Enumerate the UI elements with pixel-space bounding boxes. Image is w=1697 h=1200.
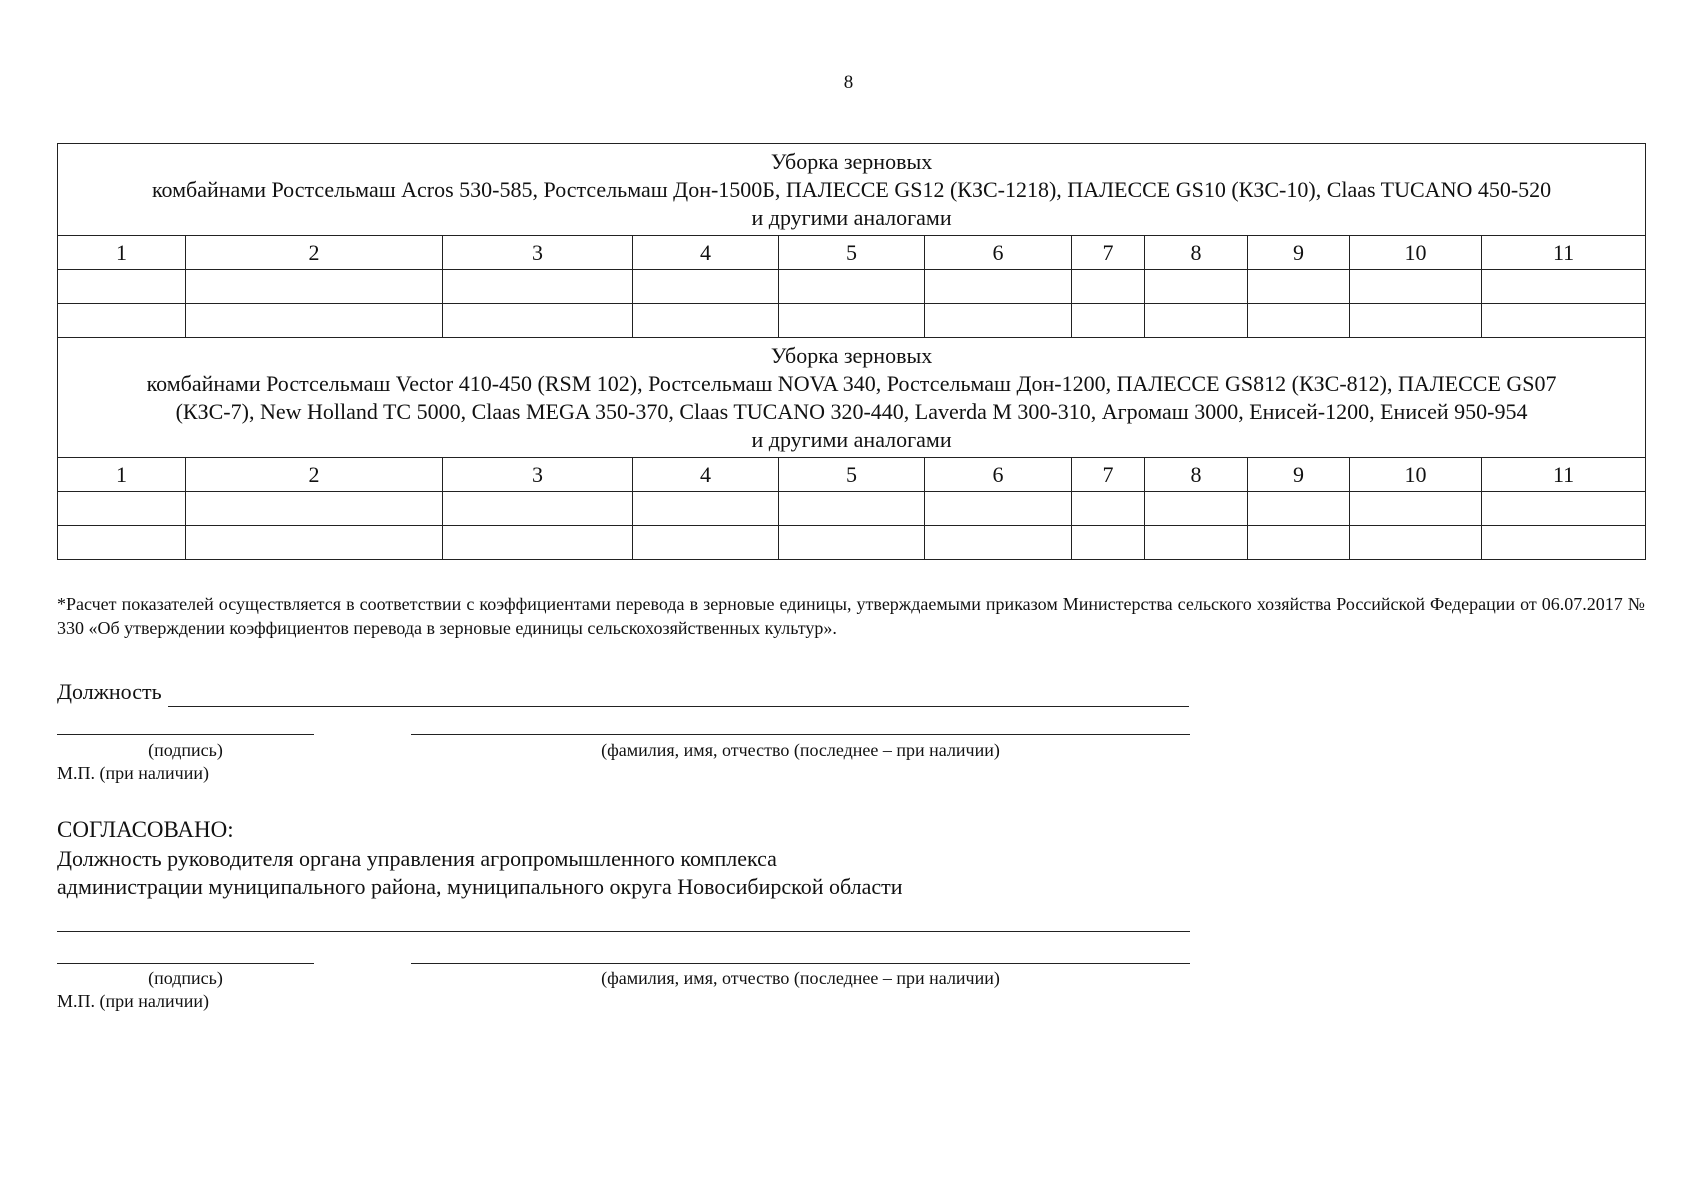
agreed-title: СОГЛАСОВАНО: xyxy=(57,817,234,842)
position-label: Должность xyxy=(57,679,162,704)
section-header-cell xyxy=(58,144,1646,236)
column-number: 9 xyxy=(1248,458,1350,492)
agreed-position-line-field[interactable] xyxy=(57,931,1190,932)
table-cell[interactable] xyxy=(58,526,186,560)
table-cell[interactable] xyxy=(1072,304,1145,338)
table-cell[interactable] xyxy=(58,270,186,304)
column-number: 4 xyxy=(633,458,779,492)
table-cell[interactable] xyxy=(1145,526,1248,560)
agreed-name-caption: (фамилия, имя, отчество (последнее – при наличии) xyxy=(601,968,1000,988)
section-title: Уборка зерновых xyxy=(770,149,933,174)
table-cell[interactable] xyxy=(1248,270,1350,304)
agreed-position-text xyxy=(57,845,903,901)
column-number: 10 xyxy=(1350,458,1482,492)
table-cell[interactable] xyxy=(1350,526,1482,560)
table-cell[interactable] xyxy=(633,270,779,304)
agreed-position-line: Должность руководителя органа управления агропромышленного комплекса xyxy=(57,846,777,871)
table-cell[interactable] xyxy=(1350,270,1482,304)
column-number: 3 xyxy=(443,458,633,492)
table-cell[interactable] xyxy=(1350,492,1482,526)
position-field[interactable] xyxy=(168,678,1189,707)
column-number-row xyxy=(58,458,1646,492)
table-cell[interactable] xyxy=(1248,304,1350,338)
column-number: 5 xyxy=(779,236,925,270)
table-cell[interactable] xyxy=(1072,492,1145,526)
agreed-position-line: администрации муниципального района, муниципального округа Новосибирской области xyxy=(57,874,903,899)
table-cell[interactable] xyxy=(779,526,925,560)
column-number: 8 xyxy=(1145,236,1248,270)
harvest-table xyxy=(57,143,1646,560)
section-description-line: комбайнами Ростсельмаш Vector 410-450 (RSM 102), Ростсельмаш NOVA 340, Ростсельмаш Дон-1200, ПАЛЕССЕ GS812 (КЗС-812), ПАЛЕССЕ GS07 xyxy=(146,371,1557,396)
table-cell[interactable] xyxy=(186,270,443,304)
table-row xyxy=(58,492,1646,526)
table-cell[interactable] xyxy=(58,304,186,338)
stamp-note: М.П. (при наличии) xyxy=(57,763,209,783)
column-number: 1 xyxy=(58,236,186,270)
column-number: 11 xyxy=(1482,458,1646,492)
table-cell[interactable] xyxy=(1145,492,1248,526)
table-cell[interactable] xyxy=(633,304,779,338)
agreed-name-line[interactable] xyxy=(411,963,1190,964)
agreed-signature-caption: (подпись) xyxy=(148,968,223,988)
column-number: 10 xyxy=(1350,236,1482,270)
table-cell[interactable] xyxy=(925,270,1072,304)
section-header xyxy=(58,338,1646,458)
section-title: Уборка зерновых xyxy=(770,343,933,368)
table-cell[interactable] xyxy=(1072,270,1145,304)
table-cell[interactable] xyxy=(1482,526,1646,560)
column-number: 6 xyxy=(925,236,1072,270)
table-cell[interactable] xyxy=(58,492,186,526)
table-cell[interactable] xyxy=(1482,492,1646,526)
table-cell[interactable] xyxy=(186,304,443,338)
column-number: 7 xyxy=(1072,236,1145,270)
section-description-line: (КЗС-7), New Holland TC 5000, Claas MEGA 350-370, Claas TUCANO 320-440, Laverda M 300-310, Агромаш 3000, Енисей-1200, Енисей 950-954 xyxy=(175,399,1528,424)
table-cell[interactable] xyxy=(925,492,1072,526)
section-description-line: и другими аналогами xyxy=(751,427,952,452)
column-number: 2 xyxy=(186,458,443,492)
signature-line[interactable] xyxy=(57,734,314,735)
section-header xyxy=(58,144,1646,236)
column-number: 8 xyxy=(1145,458,1248,492)
table-cell[interactable] xyxy=(1145,270,1248,304)
column-number: 6 xyxy=(925,458,1072,492)
table-row xyxy=(58,526,1646,560)
section-header-cell xyxy=(58,338,1646,458)
agreed-signature-line[interactable] xyxy=(57,963,314,964)
table-cell[interactable] xyxy=(1072,526,1145,560)
column-number: 4 xyxy=(633,236,779,270)
page-number: 8 xyxy=(843,72,854,93)
column-number-row xyxy=(58,236,1646,270)
footnote: *Расчет показателей осуществляется в соответствии с коэффициентами перевода в зерновые единицы, утверждаемыми приказом Министерства сельского хозяйства Российской Федерации от 06.07.2017 № 330 «Об утверждении коэффициентов перевода в зерновые единицы сельскохозяйственных культур». xyxy=(57,594,1645,638)
table-cell[interactable] xyxy=(633,492,779,526)
table-cell[interactable] xyxy=(779,304,925,338)
signature-caption: (подпись) xyxy=(148,740,223,760)
table-cell[interactable] xyxy=(633,526,779,560)
table-cell[interactable] xyxy=(443,526,633,560)
table-cell[interactable] xyxy=(1350,304,1482,338)
table-cell[interactable] xyxy=(779,270,925,304)
table-cell[interactable] xyxy=(186,526,443,560)
table-cell[interactable] xyxy=(1482,304,1646,338)
table-cell[interactable] xyxy=(1145,304,1248,338)
section-description-line: и другими аналогами xyxy=(751,205,952,230)
agreed-stamp-note: М.П. (при наличии) xyxy=(57,991,209,1011)
table-cell[interactable] xyxy=(925,304,1072,338)
column-number: 5 xyxy=(779,458,925,492)
table-cell[interactable] xyxy=(779,492,925,526)
table-row xyxy=(58,270,1646,304)
column-number: 3 xyxy=(443,236,633,270)
section-description-line: комбайнами Ростсельмаш Acros 530-585, Ростсельмаш Дон-1500Б, ПАЛЕССЕ GS12 (КЗС-1218), ПАЛЕССЕ GS10 (КЗС-10), Claas TUCANO 450-520 xyxy=(151,177,1552,202)
position-line xyxy=(57,675,1189,707)
column-number: 9 xyxy=(1248,236,1350,270)
table-cell[interactable] xyxy=(1248,492,1350,526)
table-row xyxy=(58,304,1646,338)
column-number: 1 xyxy=(58,458,186,492)
table-cell[interactable] xyxy=(1248,526,1350,560)
table-cell[interactable] xyxy=(443,304,633,338)
table-cell[interactable] xyxy=(925,526,1072,560)
table-cell[interactable] xyxy=(443,270,633,304)
column-number: 7 xyxy=(1072,458,1145,492)
name-line[interactable] xyxy=(411,734,1190,735)
table-cell[interactable] xyxy=(186,492,443,526)
name-caption: (фамилия, имя, отчество (последнее – при наличии) xyxy=(601,740,1000,760)
table-cell[interactable] xyxy=(443,492,633,526)
column-number: 2 xyxy=(186,236,443,270)
table-cell[interactable] xyxy=(1482,270,1646,304)
column-number: 11 xyxy=(1482,236,1646,270)
